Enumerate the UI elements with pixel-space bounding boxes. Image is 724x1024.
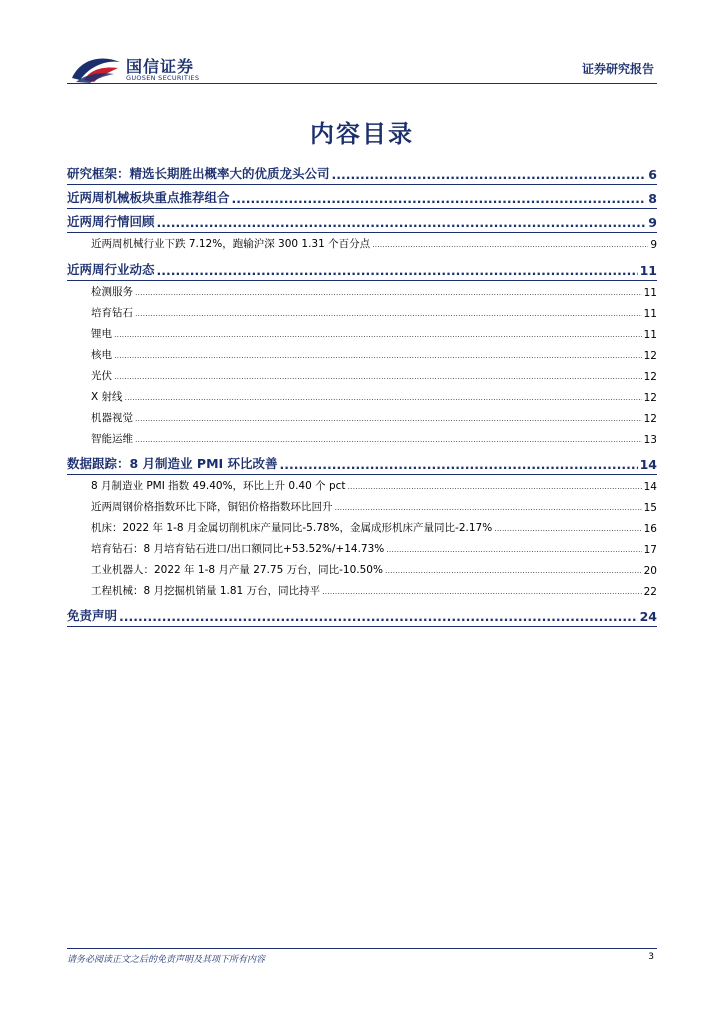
toc-subsection-entry[interactable]: [91, 410, 657, 425]
toc-entry-title: 培育钻石：8 月培育钻石进口/出口额同比+53.52%/+14.73%: [91, 543, 385, 555]
toc-subsection-entry[interactable]: [91, 284, 657, 299]
toc-dot-leader: [135, 287, 642, 299]
toc-subsection-entry[interactable]: [91, 520, 657, 535]
header-divider: [67, 83, 657, 84]
toc-entry-page: 11: [643, 329, 657, 341]
toc-entry-page: 20: [643, 565, 657, 577]
toc-entry-title: 智能运维: [91, 433, 133, 445]
toc-dot-leader: [114, 329, 642, 341]
toc-dot-leader: [157, 215, 647, 230]
toc-entry-page: 13: [643, 434, 657, 446]
logo-chinese-name: 国信证券: [126, 57, 195, 76]
page-number: 3: [648, 952, 654, 962]
toc-section-entry[interactable]: [67, 260, 657, 281]
toc-dot-leader: [372, 239, 648, 251]
toc-entry-page: 9: [648, 215, 657, 230]
toc-dot-leader: [335, 502, 642, 514]
toc-entry-title: 机器视觉: [91, 412, 133, 424]
toc-subsection-entry[interactable]: [91, 326, 657, 341]
toc-entry-page: 8: [648, 191, 657, 206]
logo-english-name: GUOSEN SECURITIES: [126, 74, 200, 82]
toc-subsection-entry[interactable]: [91, 368, 657, 383]
toc-entry-page: 24: [639, 609, 657, 624]
toc-entry-page: 9: [650, 239, 657, 251]
toc-entry-title: 近两周行情回顾: [67, 214, 155, 229]
toc-entry-title: X 射线: [91, 391, 123, 403]
toc-dot-leader: [332, 167, 647, 182]
toc-dot-leader: [232, 191, 647, 206]
toc-entry-page: 16: [643, 523, 657, 535]
toc-dot-leader: [125, 392, 642, 404]
toc-entry-title: 工业机器人：2022 年 1-8 月产量 27.75 万台，同比-10.50%: [91, 564, 383, 576]
toc-subsection-entry[interactable]: [91, 562, 657, 577]
toc-dot-leader: [386, 544, 641, 556]
toc-subsection-entry[interactable]: [91, 499, 657, 514]
toc-entry-page: 6: [648, 167, 657, 182]
toc-entry-page: 11: [639, 263, 657, 278]
toc-subsection-entry[interactable]: [91, 236, 657, 251]
toc-entry-title: 工程机械：8 月挖掘机销量 1.81 万台，同比持平: [91, 585, 321, 597]
footer-divider: [67, 948, 657, 949]
toc-entry-title: 近两周机械板块重点推荐组合: [67, 190, 230, 205]
toc-dot-leader: [114, 350, 642, 362]
toc-title: 内容目录: [310, 120, 414, 148]
toc-dot-leader: [157, 263, 638, 278]
toc-dot-leader: [385, 565, 642, 577]
toc-entry-page: 14: [639, 457, 657, 472]
toc-entry-title: 培育钻石: [91, 307, 133, 319]
toc-entry-title: 光伏: [91, 370, 112, 382]
toc-entry-page: 17: [643, 544, 657, 556]
toc-entry-title: 锂电: [91, 328, 112, 340]
report-type-label: 证券研究报告: [581, 62, 654, 76]
toc-entry-title: 免责声明: [67, 608, 118, 623]
toc-dot-leader: [135, 413, 642, 425]
toc-subsection-entry[interactable]: [91, 431, 657, 446]
toc-dot-leader: [322, 586, 642, 598]
toc-dot-leader: [280, 457, 638, 472]
toc-entry-page: 12: [643, 350, 657, 362]
toc-entry-title: 核电: [91, 349, 112, 361]
toc-section-entry[interactable]: [67, 212, 657, 233]
toc-dot-leader: [348, 481, 642, 493]
toc-dot-leader: [135, 308, 642, 320]
toc-entry-title: 近两周钢价格指数环比下降，铜铝价格指数环比回升: [91, 501, 333, 513]
toc-entry-page: 12: [643, 392, 657, 404]
toc-entry-title: 8 月制造业 PMI 指数 49.40%，环比上升 0.40 个 pct: [91, 480, 346, 492]
disclaimer-note: 请务必阅读正文之后的免责声明及其项下所有内容: [67, 955, 266, 965]
toc-dot-leader: [494, 523, 641, 535]
toc-entry-page: 12: [643, 371, 657, 383]
toc-entry-page: 11: [643, 308, 657, 320]
toc-subsection-entry[interactable]: [91, 389, 657, 404]
toc-entry-page: 22: [643, 586, 657, 598]
toc-subsection-entry[interactable]: [91, 583, 657, 598]
toc-section-entry[interactable]: [67, 606, 657, 627]
toc-entry-page: 15: [643, 502, 657, 514]
toc-section-entry[interactable]: [67, 164, 657, 185]
toc-entry-title: 机床：2022 年 1-8 月金属切削机床产量同比-5.78%，金属成形机床产量同比-2.17%: [91, 522, 493, 534]
toc-subsection-entry[interactable]: [91, 541, 657, 556]
toc-dot-leader: [135, 434, 642, 446]
toc-entry-title: 检测服务: [91, 286, 133, 298]
toc-entry-title: 研究框架：精选长期胜出概率大的优质龙头公司: [67, 166, 330, 181]
toc-subsection-entry[interactable]: [91, 305, 657, 320]
toc-section-entry[interactable]: [67, 188, 657, 209]
toc-entry-page: 14: [643, 481, 657, 493]
toc-dot-leader: [114, 371, 642, 383]
toc-section-entry[interactable]: [67, 454, 657, 475]
toc-entry-title: 近两周机械行业下跌 7.12%，跑输沪深 300 1.31 个百分点: [91, 238, 371, 250]
guosen-logo-icon: [70, 52, 122, 84]
toc-subsection-entry[interactable]: [91, 347, 657, 362]
toc-dot-leader: [119, 609, 638, 624]
toc-subsection-entry[interactable]: [91, 478, 657, 493]
company-logo: [70, 52, 230, 86]
toc-entry-page: 12: [643, 413, 657, 425]
toc-entry-title: 近两周行业动态: [67, 262, 155, 277]
toc-entry-title: 数据跟踪：8 月制造业 PMI 环比改善: [67, 456, 278, 471]
toc-entry-page: 11: [643, 287, 657, 299]
